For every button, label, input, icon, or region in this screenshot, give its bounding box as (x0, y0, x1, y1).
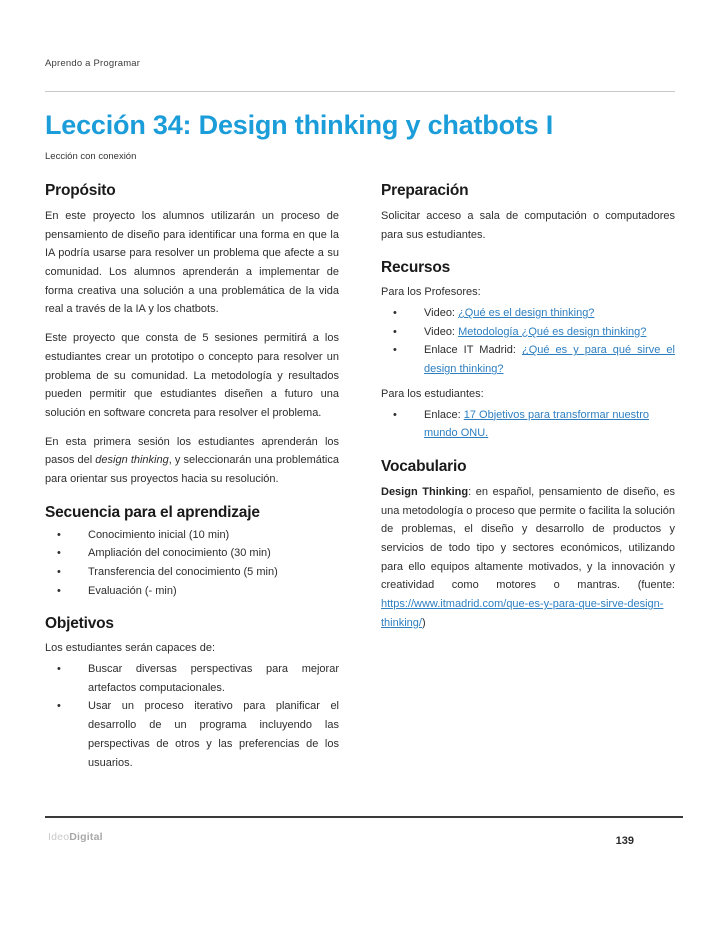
proposito-paragraph-2: Este proyecto que consta de 5 sesiones permitirá a los estudiantes crear un prototipo o concepto para resolver un problema de su comunidad. La metodología y resultados pueden permitir que estudiantes diseñen a futuro una solución en software concreta para resolver el problema. (45, 332, 339, 419)
vocabulario-definition (381, 483, 675, 633)
list-item: • Ampliación del conocimiento (30 min) (45, 544, 339, 563)
resource-prefix: Video: (424, 307, 459, 320)
list-item (381, 406, 675, 443)
page-number: 139 (615, 835, 634, 847)
vocab-definition-text: : en español, pensamiento de diseño, es una metodología o proceso que permite o facilita la solución de problemas, el diseño y desarrollo de productos y servicios de todo tipo y sectores económicos, utilizando para ello equipos altamente motivados, y la innovación y creatividad como motores o mantras. (fuente: (381, 485, 676, 592)
list-item (381, 304, 675, 323)
footer-logo-ideo: Ideo (48, 831, 70, 843)
proposito-p3-text-end: , y seleccionarán una problemática para orientar sus proyectos hacia su resolución. (45, 454, 339, 485)
list-item: • Usar un proceso iterativo para planificar el desarrollo de un programa incluyendo las perspectivas de otros y las preferencias de los usuarios. (45, 697, 339, 772)
proposito-p3-text: En esta primera sesión los estudiantes aprenderán los pasos del (45, 435, 339, 467)
proposito-paragraph-1: En este proyecto los alumnos utilizarán un proceso de pensamiento de diseño para identificar una forma en que la IA podría usarse para resolver un problema que afecte a su comunidad. Los alumnos aprenderán a implementar de forma creativa una solución a una problemática de la vida real a través de la IA y los chatbots. (45, 210, 339, 316)
objetivos-list (45, 660, 339, 772)
header-brand: Aprendo a Programar (45, 58, 141, 69)
section-heading-secuencia: Secuencia para el aprendizaje (45, 503, 260, 521)
footer-logo-digital: Digital (69, 831, 103, 843)
section-heading-proposito: Propósito (45, 182, 116, 200)
header-divider (45, 91, 675, 92)
recursos-students-label: Para los estudiantes: (381, 387, 484, 400)
list-item: • Buscar diversas perspectivas para mejorar artefactos computacionales. (45, 660, 339, 697)
design-thinking-italic: design thinking (95, 454, 169, 467)
section-heading-vocabulario: Vocabulario (381, 457, 467, 475)
resource-prefix: Video: (424, 325, 459, 338)
section-heading-recursos: Recursos (381, 259, 451, 277)
proposito-paragraph-3 (45, 433, 339, 489)
objetivos-intro: Los estudiantes serán capaces de: (45, 642, 216, 655)
secuencia-list (45, 526, 339, 601)
resource-prefix: Enlace: (424, 408, 464, 421)
two-column-layout (45, 178, 675, 778)
list-item: • Conocimiento inicial (10 min) (45, 526, 339, 545)
recursos-students-list (381, 406, 675, 443)
lesson-mode-label: Lección con conexión (45, 151, 137, 163)
footer-divider (45, 816, 683, 818)
list-item: • Transferencia del conocimiento (5 min) (45, 563, 339, 582)
vocab-term: Design Thinking (381, 485, 469, 498)
recursos-teachers-list (381, 304, 675, 379)
section-heading-objetivos: Objetivos (45, 615, 114, 633)
left-column (45, 178, 339, 778)
section-heading-preparacion: Preparación (381, 182, 469, 200)
list-item: • Evaluación (- min) (45, 582, 339, 601)
resource-prefix: Enlace IT Madrid: (424, 344, 522, 357)
right-column (381, 178, 675, 778)
link-que-es-design-thinking[interactable]: ¿Qué es el design thinking? (458, 307, 595, 320)
vocab-definition-close: ) (421, 616, 426, 629)
list-item (381, 341, 675, 378)
list-item (381, 323, 675, 342)
link-itmadrid-url[interactable]: https://www.itmadrid.com/que-es-y-para-que-sirve-design-thinking/ (381, 598, 664, 629)
recursos-teachers-label: Para los Profesores: (381, 286, 481, 299)
link-17-objetivos-onu[interactable]: 17 Objetivos para transformar nuestro mundo ONU. (424, 408, 650, 440)
preparacion-paragraph: Solicitar acceso a sala de computación o computadores para sus estudiantes. (381, 210, 675, 241)
footer-logo (48, 831, 103, 843)
page-title: Lección 34: Design thinking y chatbots I (45, 110, 554, 140)
link-metodologia-design-thinking[interactable]: Metodología ¿Qué es design thinking? (458, 325, 647, 338)
link-it-madrid-design-thinking[interactable]: ¿Qué es y para qué sirve el design thinking? (424, 344, 675, 376)
